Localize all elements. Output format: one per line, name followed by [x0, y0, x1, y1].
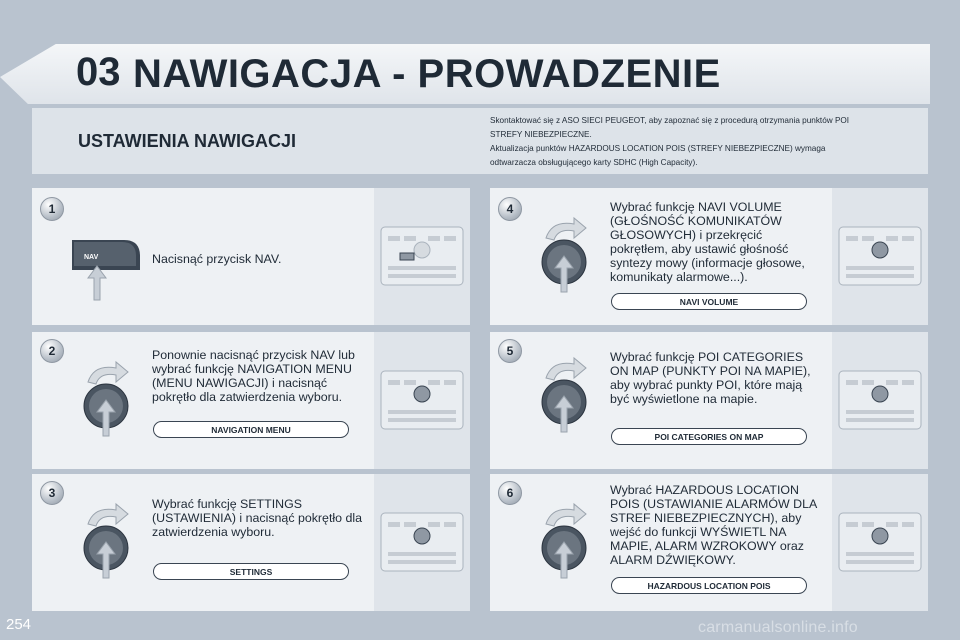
note-line: Aktualizacja punktów HAZARDOUS LOCATION POIS (STREFY NIEBEZPIECZNE) wymaga [490, 144, 826, 153]
menu-pill-poi-categories: POI CATEGORIES ON MAP [611, 428, 807, 445]
radio-unit-thumbnail [374, 474, 470, 611]
step-badge-5: 5 [498, 339, 522, 363]
note-line: STREFY NIEBEZPIECZNE. [490, 130, 592, 139]
radio-unit-icon [380, 226, 464, 286]
menu-pill-navigation-menu: NAVIGATION MENU [153, 421, 349, 438]
nav-button-label: NAV [84, 254, 99, 261]
radio-unit-thumbnail [832, 188, 928, 325]
radio-unit-thumbnail [374, 188, 470, 325]
radio-unit-icon [838, 226, 922, 286]
radio-unit-thumbnail [374, 332, 470, 469]
radio-unit-icon [838, 370, 922, 430]
step-text-5: Wybrać funkcję POI CATEGORIES ON MAP (PUNKTY POI NA MAPIE), aby wybrać punkty POI, które mają być wyświetlone na mapie. [610, 350, 811, 406]
rotary-knob-icon [532, 502, 596, 580]
chapter-number: 03 [76, 50, 121, 94]
radio-unit-thumbnail [832, 474, 928, 611]
step-text-6: Wybrać HAZARDOUS LOCATION POIS (USTAWIANIE ALARMÓW DLA STREF NIEBEZPIECZNYCH), aby wejść do funkcji WYŚWIETL NA MAPIE, ALARM WZROKOWY oraz ALARM DŹWIĘKOWY. [610, 483, 817, 567]
watermark: carmanualsonline.info [698, 619, 858, 636]
rotary-knob-icon [532, 356, 596, 434]
menu-pill-hazardous-location-pois: HAZARDOUS LOCATION POIS [611, 577, 807, 594]
section-note [490, 114, 920, 170]
rotary-knob-icon [532, 216, 596, 294]
step-badge-4: 4 [498, 197, 522, 221]
rotary-knob-icon [74, 502, 138, 580]
rotate-arrow-icon [546, 358, 586, 380]
section-title: USTAWIENIA NAWIGACJI [78, 131, 297, 151]
radio-unit-icon [838, 512, 922, 572]
nav-button-icon [66, 232, 142, 302]
note-line: odtwarzacza obsługującego karty SDHC (High Capacity). [490, 158, 698, 167]
radio-unit-icon [380, 512, 464, 572]
rotate-arrow-icon [88, 362, 128, 384]
step-text-2: Ponownie nacisnąć przycisk NAV lub wybrać funkcję NAVIGATION MENU (MENU NAWIGACJI) i nacisnąć pokrętło dla zatwierdzenia wyboru. [152, 348, 355, 404]
rotate-arrow-icon [546, 504, 586, 526]
step-badge-3: 3 [40, 481, 64, 505]
step-text-1: Nacisnąć przycisk NAV. [152, 252, 282, 266]
radio-unit-icon [380, 370, 464, 430]
step-badge-6: 6 [498, 481, 522, 505]
step-text-3: Wybrać funkcję SETTINGS (USTAWIENIA) i nacisnąć pokrętło dla zatwierdzenia wyboru. [152, 497, 363, 539]
note-line: Skontaktować się z ASO SIECI PEUGEOT, aby zapoznać się z procedurą otrzymania punktów POI [490, 116, 850, 125]
step-badge-2: 2 [40, 339, 64, 363]
radio-unit-thumbnail [832, 332, 928, 469]
step-text-4: Wybrać funkcję NAVI VOLUME (GŁOŚNOŚĆ KOMUNIKATÓW GŁOSOWYCH) i przekręcić pokrętłem, aby ustawić głośność syntezy mowy (informacje głosowe, komunikaty alarmowe...). [610, 200, 805, 284]
rotate-arrow-icon [88, 504, 128, 526]
menu-pill-settings: SETTINGS [153, 563, 349, 580]
page-title: NAWIGACJA - PROWADZENIE [133, 52, 721, 96]
rotate-arrow-icon [546, 218, 586, 240]
menu-pill-navi-volume: NAVI VOLUME [611, 293, 807, 310]
page-number: 254 [6, 616, 32, 633]
step-badge-1: 1 [40, 197, 64, 221]
rotary-knob-icon [74, 360, 138, 438]
